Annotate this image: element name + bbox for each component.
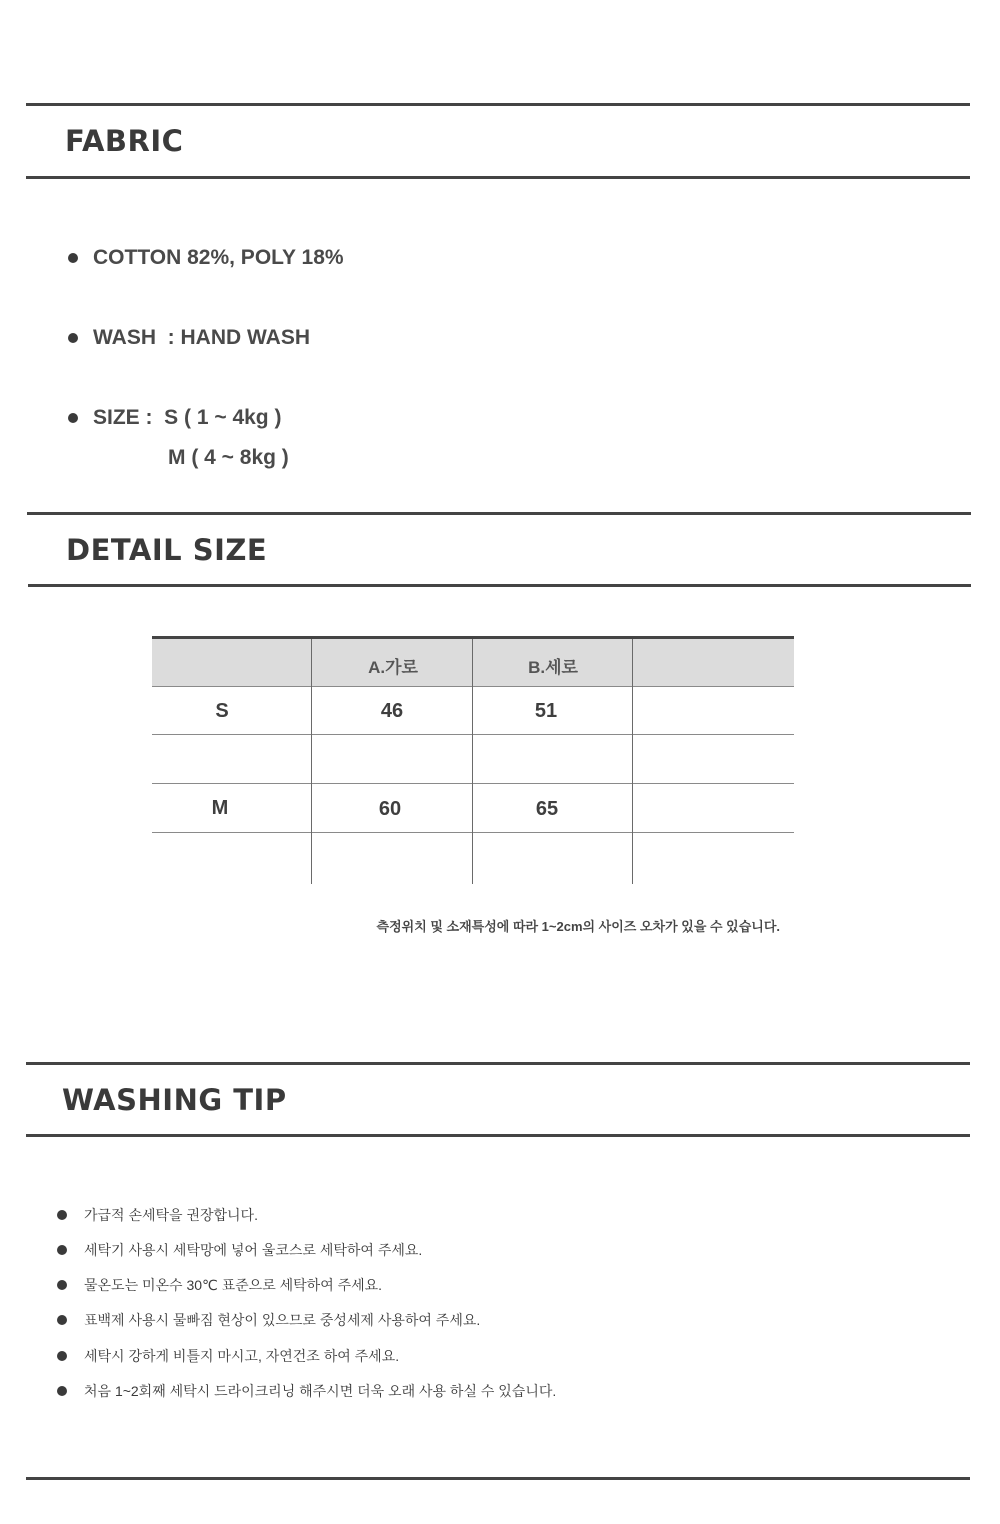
washing-tip-text: 표백제 사용시 물빠짐 현상이 있으므로 중성세제 사용하여 주세요.: [84, 1312, 481, 1328]
bullet-icon: [57, 1386, 67, 1396]
bullet-icon: [57, 1245, 67, 1255]
fabric-item-text: WASH : HAND WASH: [93, 326, 310, 349]
table-cell-a: 60: [378, 798, 402, 820]
table-cell-b: 51: [534, 700, 558, 722]
table-col-divider: [311, 639, 312, 884]
size-table: [152, 636, 794, 884]
fabric-bottom-rule: [26, 176, 970, 179]
table-cell-size: M: [211, 797, 229, 819]
size-tolerance-note: 측정위치 및 소재특성에 따라 1~2cm의 사이즈 오차가 있을 수 있습니다.: [376, 919, 780, 934]
fabric-item-text: COTTON 82%, POLY 18%: [93, 246, 344, 269]
fabric-top-rule: [26, 103, 970, 106]
table-row-divider: [152, 832, 794, 833]
bullet-icon: [68, 333, 78, 343]
table-row-divider: [152, 686, 794, 687]
bullet-icon: [57, 1280, 67, 1290]
table-cell-b: 65: [535, 798, 559, 820]
detail-size-top-rule: [27, 512, 971, 515]
bullet-icon: [57, 1210, 67, 1220]
page-bottom-rule: [26, 1477, 970, 1480]
table-cell-a: 46: [380, 700, 404, 722]
table-cell-size: S: [215, 700, 229, 722]
table-row-divider: [152, 783, 794, 784]
bullet-icon: [57, 1351, 67, 1361]
bullet-icon: [68, 253, 78, 263]
table-row-divider: [152, 734, 794, 735]
washing-tip-text: 처음 1~2회째 세탁시 드라이크리닝 해주시면 더욱 오래 사용 하실 수 있습니다.: [84, 1383, 557, 1399]
washing-tip-text: 물온도는 미온수 30℃ 표준으로 세탁하여 주세요.: [84, 1277, 383, 1293]
table-header-a: A.가로: [368, 658, 418, 677]
fabric-title: FABRIC: [65, 124, 184, 158]
fabric-size-m: M ( 4 ~ 8kg ): [168, 446, 289, 469]
washing-tip-text: 세탁시 강하게 비틀지 마시고, 자연건조 하여 주세요.: [84, 1348, 400, 1364]
washing-tip-top-rule: [26, 1062, 970, 1065]
detail-size-title: DETAIL SIZE: [66, 533, 268, 567]
washing-tip-title: WASHING TIP: [62, 1083, 287, 1117]
bullet-icon: [57, 1315, 67, 1325]
washing-tip-text: 가급적 손세탁을 권장합니다.: [84, 1207, 258, 1223]
fabric-item-text: SIZE : S ( 1 ~ 4kg ): [93, 406, 282, 429]
washing-tip-text: 세탁기 사용시 세탁망에 넣어 울코스로 세탁하여 주세요.: [84, 1242, 423, 1258]
table-header-b: B.세로: [528, 658, 578, 677]
detail-size-bottom-rule: [28, 584, 971, 587]
bullet-icon: [68, 413, 78, 423]
washing-tip-bottom-rule: [26, 1134, 970, 1137]
